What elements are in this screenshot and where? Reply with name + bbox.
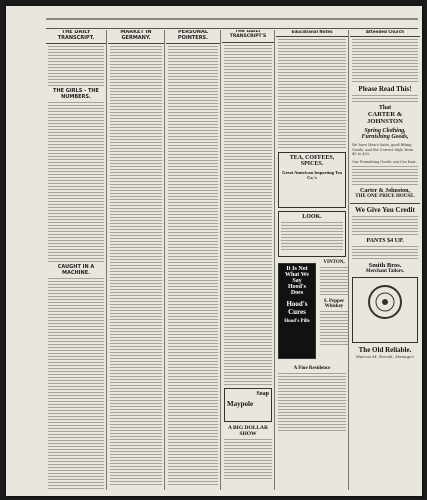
ad-carter2: Carter & Johnston,	[359, 188, 411, 195]
ad-maypole-label: Maypole	[227, 399, 254, 408]
ad-great-american: Great American Importing Tea Co.'s	[282, 170, 342, 181]
ad-carter: CARTER & JOHNSTON	[367, 111, 403, 126]
ad-is-it-not: It Is Not	[286, 266, 308, 273]
ad-one-price: THE ONE PRICE HOUSE.	[355, 194, 415, 200]
text-block	[352, 216, 418, 236]
ad-furnishing-line: Our Furnishing Goods can't be beat.	[352, 160, 417, 165]
ad-hoods-cures: Hood's Cures	[286, 300, 308, 317]
column-1	[46, 30, 107, 490]
ad-merchant: Merchant Tailors.	[365, 269, 405, 275]
column-6	[350, 30, 420, 490]
ad-ornament-box	[352, 277, 418, 343]
text-block	[320, 267, 348, 297]
text-block	[352, 166, 418, 186]
ad-tea-title: TEA, COFFEES, SPICES.	[289, 155, 335, 168]
headline-girls: THE GIRLS - THE NUMBERS.	[53, 88, 99, 100]
text-block	[168, 46, 218, 486]
header-attended: Attended Church	[365, 30, 405, 34]
ad-row	[276, 260, 348, 362]
ad-hoods-pills: Hood's Pills	[284, 319, 310, 325]
text-block	[224, 439, 272, 479]
text-block	[281, 222, 343, 250]
text-block	[352, 95, 418, 103]
column-4	[222, 30, 275, 490]
ad-that: That	[378, 105, 392, 112]
ad-look-title: LOOK.	[302, 214, 322, 221]
ad-spring: Spring Clothing,	[364, 128, 406, 135]
ad-side	[320, 260, 348, 362]
text-block	[48, 46, 104, 86]
ad-look	[278, 211, 346, 257]
column-2	[108, 30, 165, 490]
ad-does: Does	[290, 290, 304, 297]
ad-whiskey: S. Pepper Whiskey	[323, 299, 345, 310]
headline-market: MARKET IN GERMANY.	[120, 30, 152, 41]
ad-old-reliable: The Old Reliable.	[358, 346, 412, 355]
ad-smith: Smith Bros.	[368, 262, 402, 270]
ad-hoods	[278, 263, 316, 359]
headline-transcript: THE DAILY TRANSCRIPT'S	[229, 30, 267, 39]
text-block	[352, 39, 418, 83]
ad-tea	[278, 152, 346, 208]
ad-manager: Marcus M. Farrah, Manager.	[355, 354, 415, 360]
ad-vinton: VINTON,	[323, 260, 345, 266]
header-educational: Educational Notes	[291, 30, 333, 34]
ad-pants: PANTS $4 UP.	[366, 238, 404, 245]
ad-maypole	[224, 388, 272, 422]
ad-fine-residence: A Fine Residence	[293, 366, 331, 372]
ad-soap-label: Soap	[256, 390, 269, 397]
text-block	[48, 102, 104, 262]
text-block	[48, 278, 104, 490]
masthead-title: THE DAILY TRANSCRIPT.	[57, 30, 95, 41]
column-3	[166, 30, 221, 490]
text-block	[320, 311, 348, 347]
ad-big-dollar: A BIG DOLLAR SHOW	[227, 424, 269, 437]
text-block	[278, 373, 346, 433]
please-read: Please Read This!	[358, 85, 412, 94]
text-block	[352, 246, 418, 260]
text-block	[110, 46, 162, 486]
ad-we-give: We Give You Credit	[355, 206, 415, 215]
ad-men-suits: We have Men's Suits, good fitting Goods, and the Correct Style from $5 to $30.	[352, 143, 413, 157]
text-block	[224, 45, 272, 385]
column-5	[276, 30, 349, 490]
ad-hoods-title: Hood's	[287, 284, 306, 291]
ad-what-we-say: What We Say	[284, 272, 310, 285]
masthead-rule	[46, 10, 418, 29]
text-block	[278, 39, 346, 149]
headline-caught: CAUGHT IN A MACHINE.	[57, 264, 95, 276]
ad-furnishing: Furnishing Goods,	[361, 134, 409, 141]
headline-personal: PERSONAL POINTERS.	[177, 30, 209, 41]
ornament-icon	[365, 282, 405, 322]
